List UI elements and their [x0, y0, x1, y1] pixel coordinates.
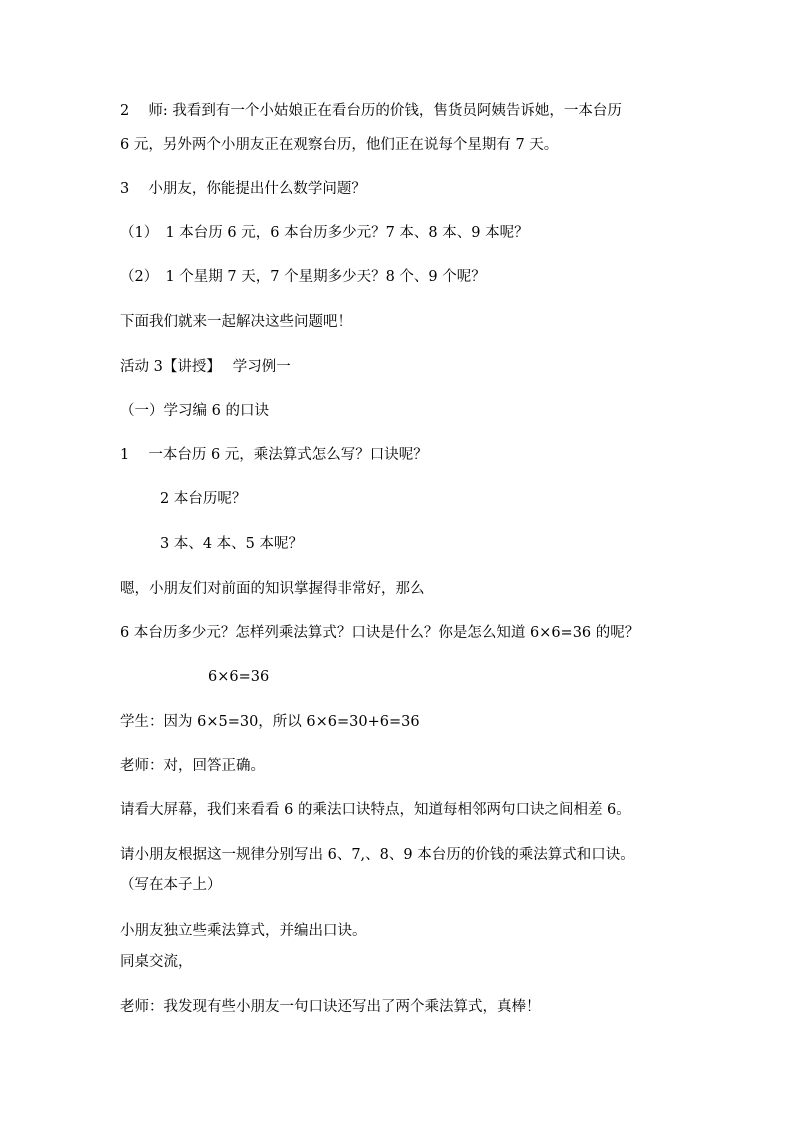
paragraph-line: 2 师: 我看到有一个小姑娘正在看台历的价钱，售货员阿姨告诉她，一本台历 — [120, 103, 622, 119]
question-line: 3 小朋友，你能提出什么数学问题？ — [120, 181, 366, 197]
paragraph-line: （写在本子上） — [120, 877, 222, 893]
paragraph-line: 同桌交流， — [120, 954, 193, 970]
paragraph-line: 请看大屏幕，我们来看看 6 的乘法口诀特点，知道每相邻两句口诀之间相差 6。 — [120, 802, 631, 818]
student-answer-line: 学生：因为 6×5=30，所以 6×6=30+6=36 — [120, 714, 420, 730]
question-line: 1 一本台历 6 元，乘法算式怎么写？口诀呢？ — [120, 447, 428, 463]
paragraph-line: 嗯，小朋友们对前面的知识掌握得非常好，那么 — [120, 581, 425, 597]
question-item-2: （2） 1 个星期 7 天，7 个星期多少天？8 个、9 个呢？ — [120, 269, 486, 285]
activity-heading: 活动 3【讲授】 学习例一 — [120, 359, 291, 375]
paragraph-line: 6 元，另外两个小朋友正在观察台历，他们正在说每个星期有 7 天。 — [120, 137, 559, 153]
teacher-reply-line: 老师：对，回答正确。 — [120, 758, 265, 774]
paragraph-line: 下面我们就来一起解决这些问题吧！ — [120, 314, 352, 330]
teacher-reply-line: 老师：我发现有些小朋友一句口诀还写出了两个乘法算式，真棒！ — [120, 999, 541, 1015]
question-item-1: （1） 1 本台历 6 元，6 本台历多少元？7 本、8 本、9 本呢？ — [120, 225, 529, 241]
paragraph-line: 请小朋友根据这一规律分别写出 6、7,、8、9 本台历的价钱的乘法算式和口诀。 — [120, 847, 635, 863]
sub-question-line: 2 本台历呢？ — [160, 491, 247, 507]
section-heading: （一）学习编 6 的口诀 — [120, 403, 269, 419]
paragraph-line: 小朋友独立些乘法算式，并编出口诀。 — [120, 923, 367, 939]
equation-line: 6×6=36 — [208, 669, 270, 685]
paragraph-line: 6 本台历多少元？怎样列乘法算式？口诀是什么？你是怎么知道 6×6=36 的呢？ — [120, 625, 640, 641]
sub-question-line: 3 本、4 本、5 本呢？ — [160, 536, 304, 552]
